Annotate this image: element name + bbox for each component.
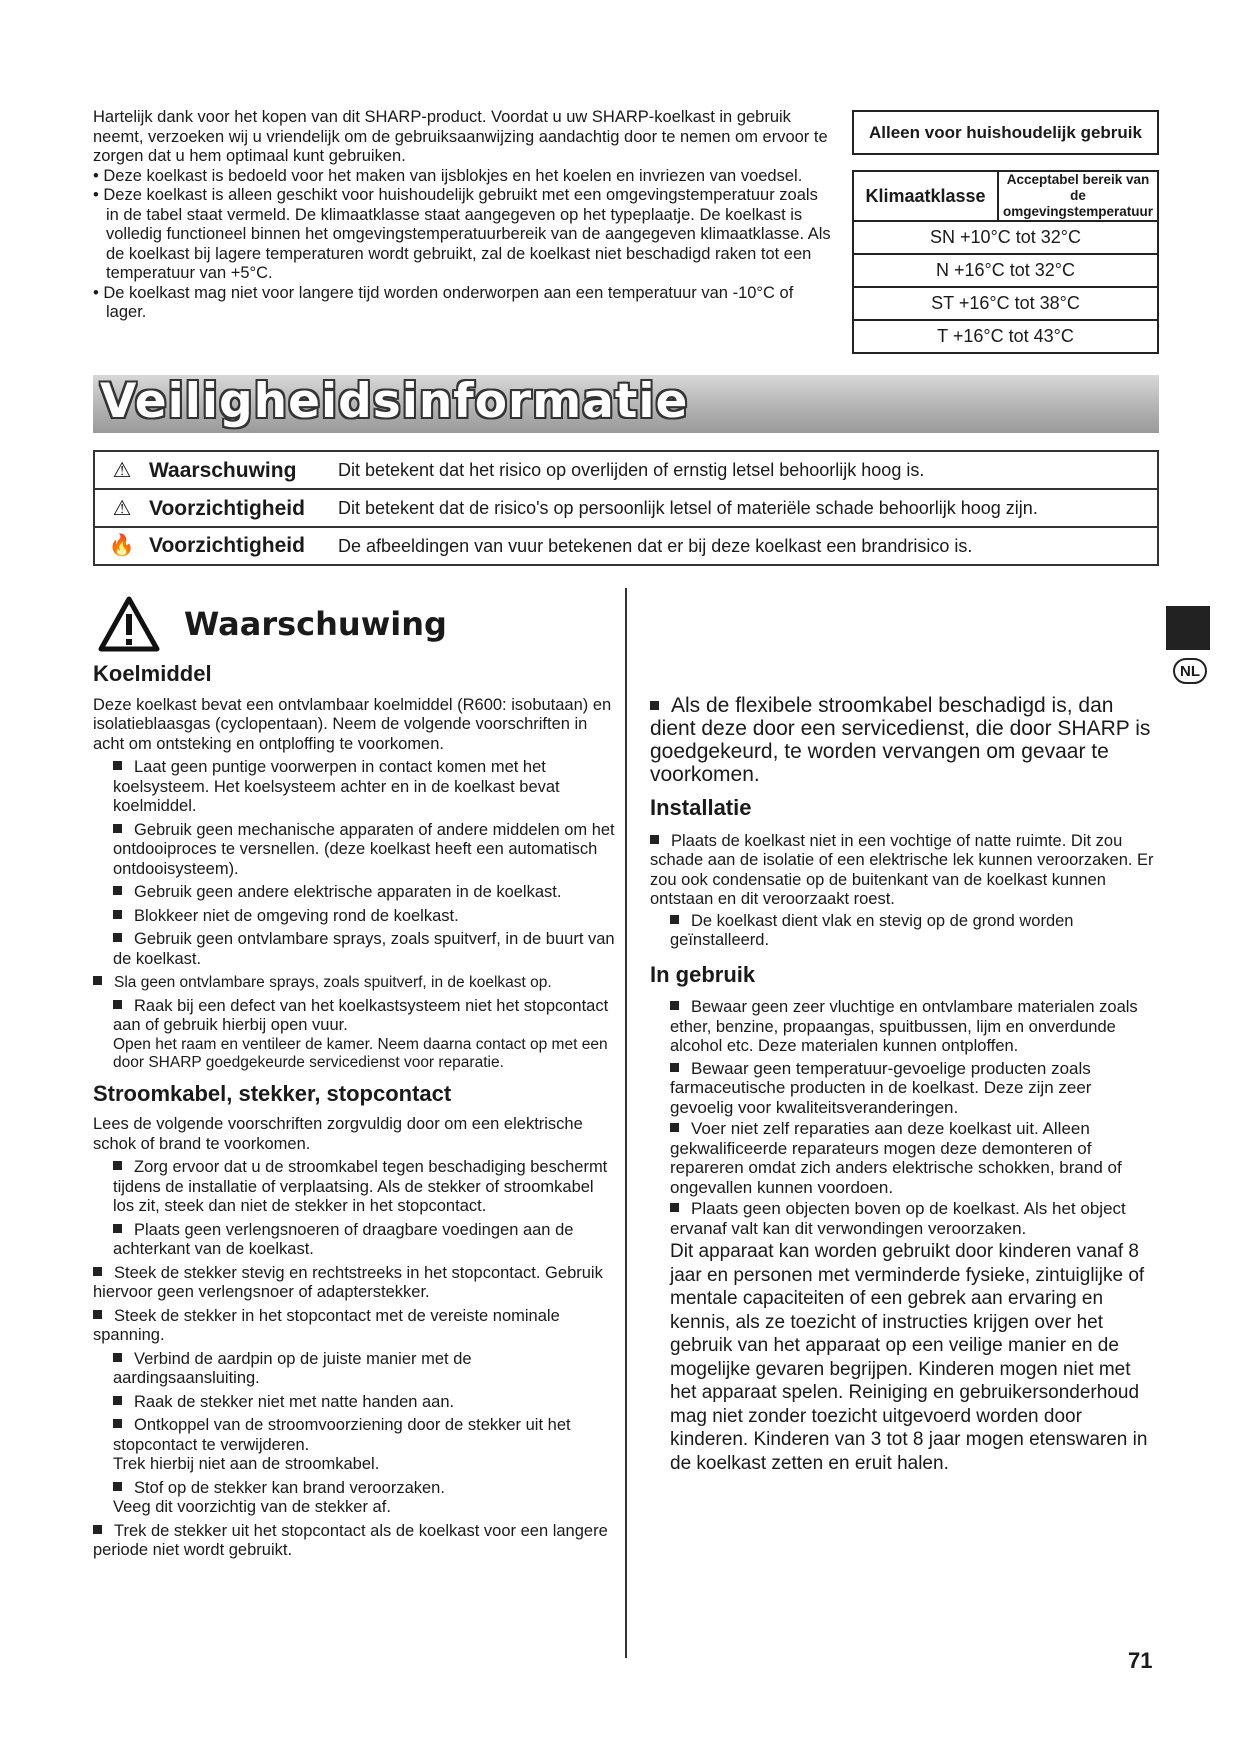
list-item: Ontkoppel van de stroomvoorziening door de stekker uit het stopcontact te verwijderen. (113, 1416, 571, 1454)
list-item: Blokkeer niet de omgeving rond de koelkast. (93, 907, 618, 927)
list-item: Bewaar geen temperatuur-gevoelige producten zoals farmaceutische producten in de koelkast. Deze zijn zeer gevoelig voor kwaliteitsveranderingen. (670, 1058, 1092, 1117)
paragraph: Open het raam en ventileer de kamer. Neem daarna contact op met een door SHARP goedgekeurde servicedienst voor reparatie. (113, 1035, 608, 1071)
list-item: Verbind de aardpin op de juiste manier met de aardingsaansluiting. (113, 1349, 472, 1387)
list-item: De koelkast dient vlak en stevig op de grond worden geïnstalleerd. (670, 911, 1074, 949)
list-item: Plaats de koelkast niet in een vochtige of natte ruimte. Dit zou schade aan de isolatie of een elektrische lek kunnen veroorzaken. Er zou ook condensatie op de buitenkant van de koelkast kunnen ontstaan en dit veroorzaakt roest. (650, 831, 1154, 908)
section-tab-marker (1166, 606, 1210, 650)
list-item: Steek de stekker stevig en rechtstreeks in het stopcontact. Gebruik hiervoor geen verlengsnoer of adapterstekker. (93, 1263, 603, 1301)
stroomkabel-heading: Stroomkabel, stekker, stopcontact (93, 1080, 452, 1106)
page-number: 71 (1128, 1648, 1153, 1673)
list-item: Gebruik geen andere elektrische apparaten in de koelkast. (93, 883, 618, 903)
warning-triangle-icon: ⚠ (112, 458, 132, 482)
list-item: Stof op de stekker kan brand veroorzaken. (93, 1479, 618, 1499)
list-item: Dit apparaat kan worden gebruikt door kinderen vanaf 8 jaar en personen met verminderde fysieke, zintuiglijke of mentale capaciteiten of een gebrek aan ervaring en kennis, als ze toezicht of instructies krijgen over het gebruik van het apparaat op een veilige manier en de mogelijke gevaren begrijpen. Kinderen mogen niet met het apparaat spelen. Reiniging en gebruikersonderhoud mag niet zonder toezicht uitgevoerd worden door kinderen. Kinderen van 3 tot 8 jaar mogen etenswaren in de koelkast zetten en eruit halen. (670, 1241, 1148, 1474)
list-item: Sla geen ontvlambare sprays, zoals spuitverf, in de koelkast op. (93, 973, 618, 993)
left-column (93, 661, 618, 1561)
climate-row: SN +10°C tot 32°C (853, 221, 1158, 254)
signal-row: ⚠ Voorzichtigheid Dit betekent dat de risico's op persoonlijk letsel of materiële schade behoorlijk hoog zijn. (94, 489, 1158, 527)
climate-class-table (852, 170, 1159, 354)
warning-heading (98, 596, 447, 652)
intro-bullet: • Deze koelkast is bedoeld voor het maken van ijsblokjes en het koelen en invriezen van voedsel. (93, 166, 803, 185)
warning-heading-text: Waarschuwing (184, 605, 447, 643)
column-divider (625, 588, 627, 1658)
list-item: Als de flexibele stroomkabel beschadigd is, dan dient deze door een servicedienst, die door SHARP is goedgekeurd, te worden vervangen om gevaar te voorkomen. (650, 694, 1151, 786)
list-item: Zorg ervoor dat u de stroomkabel tegen beschadiging beschermt tijdens de installatie of verplaatsing. Als de stekker of stroomkabel los zit, steek dan niet de stekker in het stopcontact. (113, 1158, 608, 1215)
climate-row: N +16°C tot 32°C (853, 254, 1158, 287)
list-item: Gebruik geen ontvlambare sprays, zoals spuitverf, in de buurt van de koelkast. (113, 930, 615, 968)
household-use-box: Alleen voor huishoudelijk gebruik (852, 110, 1159, 155)
intro-paragraph: Hartelijk dank voor het kopen van dit SHARP-product. Voordat u uw SHARP-koelkast in gebruik neemt, verzoeken wij u vriendelijk om de gebruiksaanwijzing aandachtig door te nemen om ervoor te zorgen dat u hem optimaal kunt gebruiken. (93, 108, 828, 165)
list-item: Gebruik geen mechanische apparaten of andere middelen om het ontdooiproces te versnellen. (deze koelkast heeft een automatisch ontdooisysteem). (113, 820, 615, 878)
list-item: Trek de stekker uit het stopcontact als de koelkast voor een langere periode niet wordt gebruikt. (93, 1521, 608, 1559)
warning-triangle-icon (98, 596, 160, 652)
in-gebruik-heading: In gebruik (650, 961, 756, 987)
intro-text (93, 108, 833, 323)
fire-triangle-icon: 🔥 (108, 534, 136, 557)
paragraph: Lees de volgende voorschriften zorgvuldig door om een elektrische schok of brand te voorkomen. (93, 1115, 583, 1153)
list-item: Steek de stekker in het stopcontact met de vereiste nominale spanning. (93, 1306, 560, 1344)
signal-words-table (93, 450, 1159, 566)
caution-triangle-icon: ⚠ (112, 496, 132, 520)
list-item: Bewaar geen zeer vluchtige en ontvlambare materialen zoals ether, benzine, propaangas, spuitbussen, lijm en onverdunde alcohol etc. Deze materialen kunnen ontploffen. (670, 998, 1138, 1055)
paragraph: Veeg dit voorzichtig van de stekker af. (113, 1498, 391, 1516)
intro-bullet: • De koelkast mag niet voor langere tijd worden onderworpen aan een temperatuur van -10°C of lager. (93, 283, 794, 321)
section-title: Veiligheidsinformatie (100, 374, 689, 429)
intro-bullet: • Deze koelkast is alleen geschikt voor huishoudelijk gebruikt met een omgevingstemperatuur zoals in de tabel staat vermeld. De klimaatklasse staat aangegeven op het typeplaatje. De koelkast is volledig functioneel binnen het omgevingstemperatuurbereik van de aangegeven klimaatklasse. Als de koelkast bij lagere temperaturen wordt gebruikt, zal de koelkast niet beschadigd raken tot een temperatuur van +5°C. (93, 186, 831, 282)
list-item: Raak de stekker niet met natte handen aan. (93, 1393, 618, 1413)
climate-row: ST +16°C tot 38°C (853, 287, 1158, 320)
climate-header-class: Klimaatklasse (853, 171, 998, 221)
signal-row: 🔥 Voorzichtigheid De afbeeldingen van vuur betekenen dat er bij deze koelkast een brandrisico is. (94, 527, 1158, 565)
list-item: Plaats geen objecten boven op de koelkast. Als het object ervanaf valt kan dit verwondingen veroorzaken. (670, 1199, 1126, 1238)
list-item: Laat geen puntige voorwerpen in contact komen met het koelsysteem. Het koelsysteem achter en in de koelkast bevat koelmiddel. (113, 758, 560, 815)
signal-row: ⚠ Waarschuwing Dit betekent dat het risico op overlijden of ernstig letsel behoorlijk hoog is. (94, 451, 1158, 489)
installatie-heading: Installatie (650, 795, 752, 820)
climate-row: T +16°C tot 43°C (853, 320, 1158, 353)
right-column (650, 694, 1155, 1475)
list-item: Voer niet zelf reparaties aan deze koelkast uit. Alleen gekwalificeerde reparateurs mogen deze demonteren of repareren omdat zich anders elektrische schokken, brand of ongevallen kunnen voordoen. (670, 1119, 1122, 1197)
koelmiddel-heading: Koelmiddel (93, 661, 212, 686)
paragraph: Trek hierbij niet aan de stroomkabel. (113, 1455, 380, 1473)
paragraph: Deze koelkast bevat een ontvlambaar koelmiddel (R600: isobutaan) en isolatieblaasgas (cyclopentaan). Neem de volgende voorschriften in acht om ontsteking en ontploffing te voorkomen. (93, 695, 612, 753)
list-item: Raak bij een defect van het koelkastsysteem niet het stopcontact aan of gebruik hierbij open vuur. (113, 996, 609, 1034)
climate-header-range: Acceptabel bereik van de omgevingstemperatuur (998, 171, 1158, 221)
list-item: Plaats geen verlengsnoeren of draagbare voedingen aan de achterkant van de koelkast. (113, 1220, 574, 1258)
language-tab: NL (1173, 658, 1207, 684)
